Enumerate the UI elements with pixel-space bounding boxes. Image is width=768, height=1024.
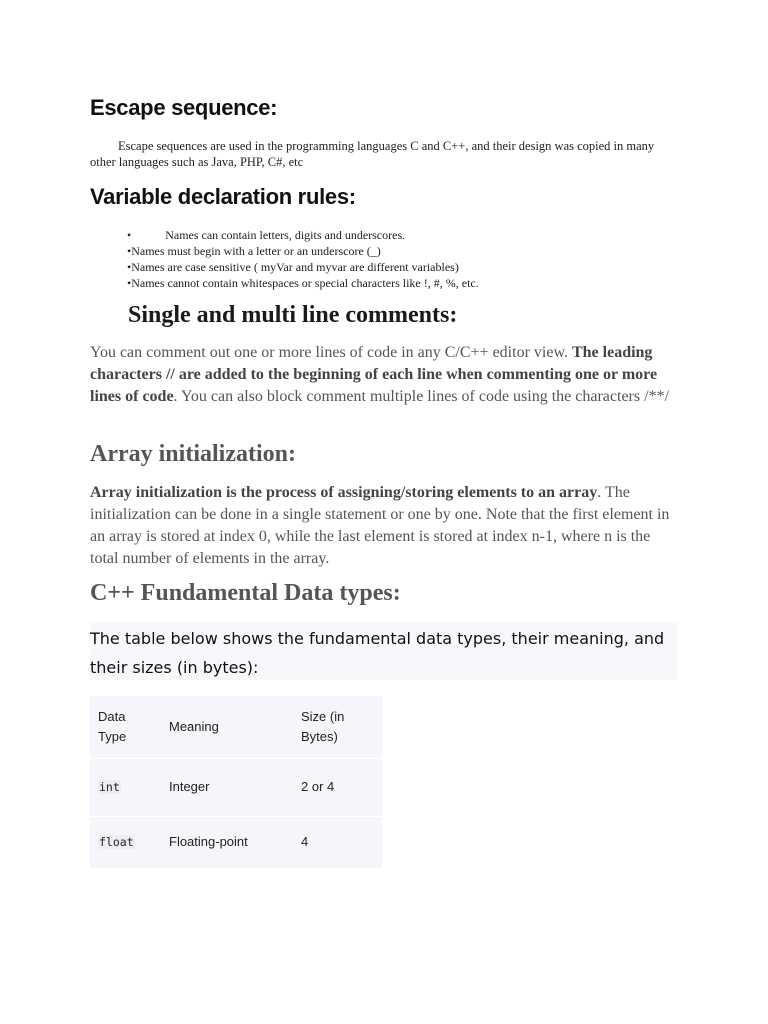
comments-paragraph: You can comment out one or more lines of code in any C/C++ editor view. The leading characters // are added to the beginning of each line when commenting one or more lines of code. You can also block comment multiple lines of code using the characters /**/ [90,344,669,405]
table-header-cell: Meaning [169,718,219,734]
array-heading: Array initialization: [90,441,296,467]
table-cell: 2 or 4 [293,758,382,816]
escape-body: Escape sequences are used in the programming languages C and C++, and their design was copied in many other languages such as Java, PHP, C#, etc [90,139,655,169]
datatypes-table-wrap [90,696,382,868]
table-row [90,816,382,868]
table-header-cell: Size (in Bytes) [301,708,345,744]
bullet-icon: • [127,228,132,242]
rule-item: • Names can contain letters, digits and underscores. [127,228,406,242]
table-header-cell: Data Type [98,708,127,744]
table-cell: Floating-point [161,816,293,868]
table-cell: 4 [293,816,382,868]
datatypes-table [90,696,382,868]
table-cell [90,758,161,816]
comments-heading: Single and multi line comments: [128,302,458,328]
variables-heading: Variable declaration rules: [90,184,356,209]
escape-heading: Escape sequence: [90,95,278,120]
code-snippet: int [99,780,120,794]
variables-rules-list [127,227,479,291]
array-paragraph: Array initialization is the process of assigning/storing elements to an array. The initialization can be done in a single statement or one by one. Note that the first element in an array is stored at index 0, while the last element is stored at index n-1, where n is the total number of elements in the array. [90,484,670,567]
rule-item: •Names must begin with a letter or an underscore (_) [127,244,381,258]
datatypes-heading: C++ Fundamental Data types: [90,580,401,606]
datatypes-intro: The table below shows the fundamental data types, their meaning, and their sizes (in bytes): [90,622,678,680]
bullet-icon: • [127,244,132,258]
table-row [90,758,382,816]
rule-item: •Names are case sensitive ( myVar and myvar are different variables) [127,260,459,274]
table-cell: Integer [161,758,293,816]
code-snippet: float [99,835,134,850]
table-header-row [90,696,382,758]
table-cell [90,816,161,868]
rule-item: •Names cannot contain whitespaces or special characters like !, #, %, etc. [127,276,479,290]
bullet-icon: • [127,260,132,274]
bullet-icon: • [127,276,132,290]
